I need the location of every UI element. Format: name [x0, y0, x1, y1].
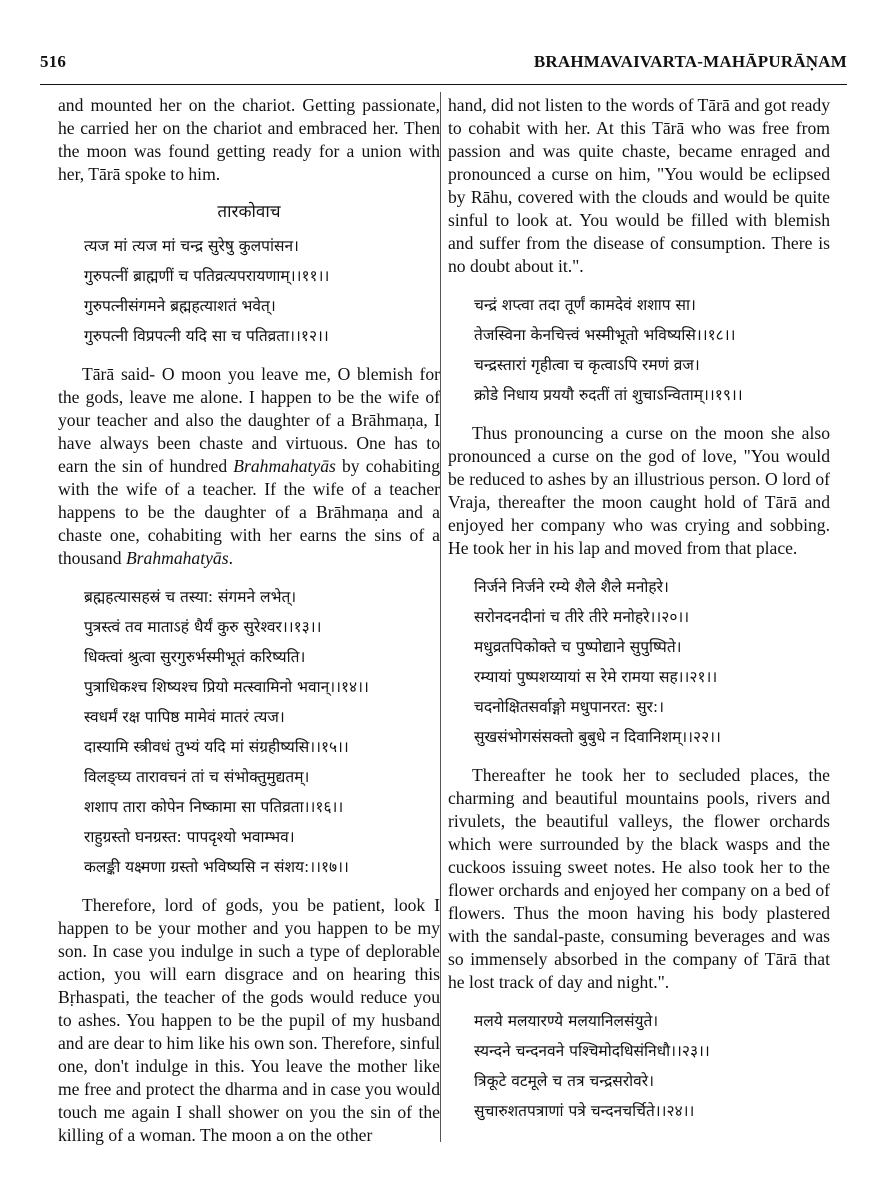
page-header [40, 52, 847, 72]
right-paragraph-1: hand, did not listen to the words of Tārā and got ready to cohabit with her. At this Tārā who was free from passion and was quite chaste, became enraged and pronounced a curse on him, "You would be eclipsed by Rāhu, covered with the clouds and would be quite sinful to look at. You would be filled with blemish and suffer from the disease of consumption. There is no doubt about it.". [448, 95, 830, 276]
verse-line: स्यन्दने चन्दनवने पश्चिमोदधिसंनिधौ।।२३।। [474, 1042, 710, 1060]
verse-block-13-17 [58, 582, 440, 882]
verse-line: सरोनदनदीनां च तीरे तीरे मनोहरे।।२०।। [474, 608, 690, 626]
left-paragraph-1: and mounted her on the chariot. Getting passionate, he carried her on the chariot and embraced her. Then the moon was found getting ready for a union with her, Tārā spoke to him. [58, 95, 440, 184]
column-divider [440, 92, 441, 1142]
verse-line: त्रिकूटे वटमूले च तत्र चन्द्रसरोवरे। [474, 1072, 654, 1090]
verse-line: ब्रह्महत्यासहस्रं च तस्या: संगमने लभेत्। [84, 588, 297, 606]
verse-block-23-24 [448, 1006, 830, 1126]
left-paragraph-3: Therefore, lord of gods, you be patient, look I happen to be your mother and you happen to be my son. In case you indulge in such a type of deplorable action, you will earn disgrace and on hearing this Bṛhaspati, the teacher of the gods would reduce you to ashes. You happen to be the pupil of my husband and are dear to him like his own son. Therefore, sinful one, don't indulge in this. You leave the mother like me free and protect the dharma and in case you would touch me again I shall shower on you the sin of the killing of a woman. The moon a on the other [58, 895, 440, 1145]
verse-heading: तारकोवाच [217, 202, 281, 221]
page-number: 516 [40, 52, 67, 71]
verse-line: क्रोडे निधाय प्रययौ रुदतीं तां शुचाऽन्विताम्।।१९।। [474, 386, 743, 404]
verse-line: दास्यामि स्त्रीवधं तुभ्यं यदि मां संग्रहीष्यसि।।१५।। [84, 738, 349, 756]
verse-line: विलङ्घ्य तारावचनं तां च संभोक्तुमुद्यतम्। [84, 768, 310, 786]
verse-line: शशाप तारा कोपेन निष्कामा सा पतिव्रता।।१६।। [84, 798, 344, 816]
verse-line: स्वधर्मं रक्ष पापिष्ठ मामेवं मातरं त्यज। [84, 708, 285, 726]
verse-block-18-19 [448, 290, 830, 410]
verse-line: चन्द्रं शप्त्वा तदा तूर्णं कामदेवं शशाप सा। [474, 296, 696, 314]
header-rule [40, 84, 847, 85]
left-column [58, 94, 440, 1147]
verse-block-20-22 [448, 572, 830, 752]
verse-line: गुरुपत्नीं ब्राह्मणीं च पतिव्रत्यपरायणाम्।।११।। [84, 267, 330, 285]
verse-line: सुखसंभोगसंसक्तो बुबुधे न दिवानिशम्।।२२।। [474, 728, 721, 746]
running-title: BRAHMAVAIVARTA-MAHĀPURĀṆAM [533, 52, 847, 71]
verse-line: कलङ्की यक्ष्मणा ग्रस्तो भविष्यसि न संशय:।।१७।। [84, 858, 349, 876]
verse-line: रम्यायां पुष्पशय्यायां स रेमे रामया सह।।२१।। [474, 668, 718, 686]
right-column [448, 94, 830, 1138]
right-paragraph-3: Thereafter he took her to secluded places, the charming and beautiful mountains pools, rivers and rivulets, the beautiful valleys, the flower orchards which were surrounded by the black wasps and the cuckoos issuing sweet notes. He also took her to the flower orchards and enjoyed her company on a bed of flowers. Thus the moon having his body plastered with the sandal-paste, consuming beverages and was so immensely absorbed in the company of Tārā that he lost track of day and night.". [448, 765, 830, 992]
verse-line: मलये मलयारण्ये मलयानिलसंयुते। [474, 1012, 659, 1030]
verse-line: मधुव्रतपिकोक्ते च पुष्पोद्याने सुपुष्पिते। [474, 638, 682, 656]
verse-line: गुरुपत्नीसंगमने ब्रह्महत्याशतं भवेत्। [84, 297, 276, 315]
italic-term: Brahmahatyās [125, 548, 229, 568]
verse-line: तेजस्विना केनचित्त्वं भस्मीभूतो भविष्यसि।।१८।। [474, 326, 736, 344]
verse-block-11-12 [58, 231, 440, 351]
verse-line: निर्जने निर्जने रम्ये शैले शैले मनोहरे। [474, 578, 669, 596]
verse-line: चदनोक्षितसर्वाङ्गो मधुपानरत: सुर:। [474, 698, 664, 716]
verse-line: सुचारुशतपत्राणां पत्रे चन्दनचर्चिते।।२४।। [474, 1102, 695, 1120]
verse-line: पुत्राधिकश्च शिष्यश्च प्रियो मत्स्वामिनो भवान्।।१४।। [84, 678, 369, 696]
right-paragraph-2: Thus pronouncing a curse on the moon she also pronounced a curse on the god of love, "You would be reduced to ashes by an illustrious person. O lord of Vraja, thereafter the moon caught hold of Tārā and enjoyed her company who was crying and sobbing. He took her in his lap and moved from that place. [448, 423, 830, 558]
verse-line: चन्द्रस्तारां गृहीत्वा च कृत्वाऽपि रमणं व्रज। [474, 356, 700, 374]
verse-line: धिक्त्वां श्रुत्वा सुरगुरुर्भस्मीभूतं करिष्यति। [84, 648, 306, 666]
left-paragraph-2: Tārā said- O moon you leave me, O blemish for the gods, leave me alone. I happen to be the wife of your teacher and also the daughter of a Brāhmaṇa, I have always been chaste and virtuous. One has to earn the sin of hundred Brahmahatyās by cohabiting with the wife of a teacher. If the wife of a teacher happens to be the daughter of a Brāhmaṇa and a chaste one, cohabiting with her earns the sins of a thousand Brahmahatyās. [58, 364, 440, 568]
verse-line: गुरुपत्नी विप्रपत्नी यदि सा च पतिव्रता।।१२।। [84, 327, 329, 345]
verse-line: त्यज मां त्यज मां चन्द्र सुरेषु कुलपांसन। [84, 237, 299, 255]
verse-line: राहुग्रस्तो घनग्रस्त: पापदृश्यो भवाम्भव। [84, 828, 295, 846]
italic-term: Brahmahatyās [233, 456, 336, 476]
verse-line: पुत्रस्त्वं तव माताऽहं धैर्यं कुरु सुरेश्वर।।१३।। [84, 618, 322, 636]
